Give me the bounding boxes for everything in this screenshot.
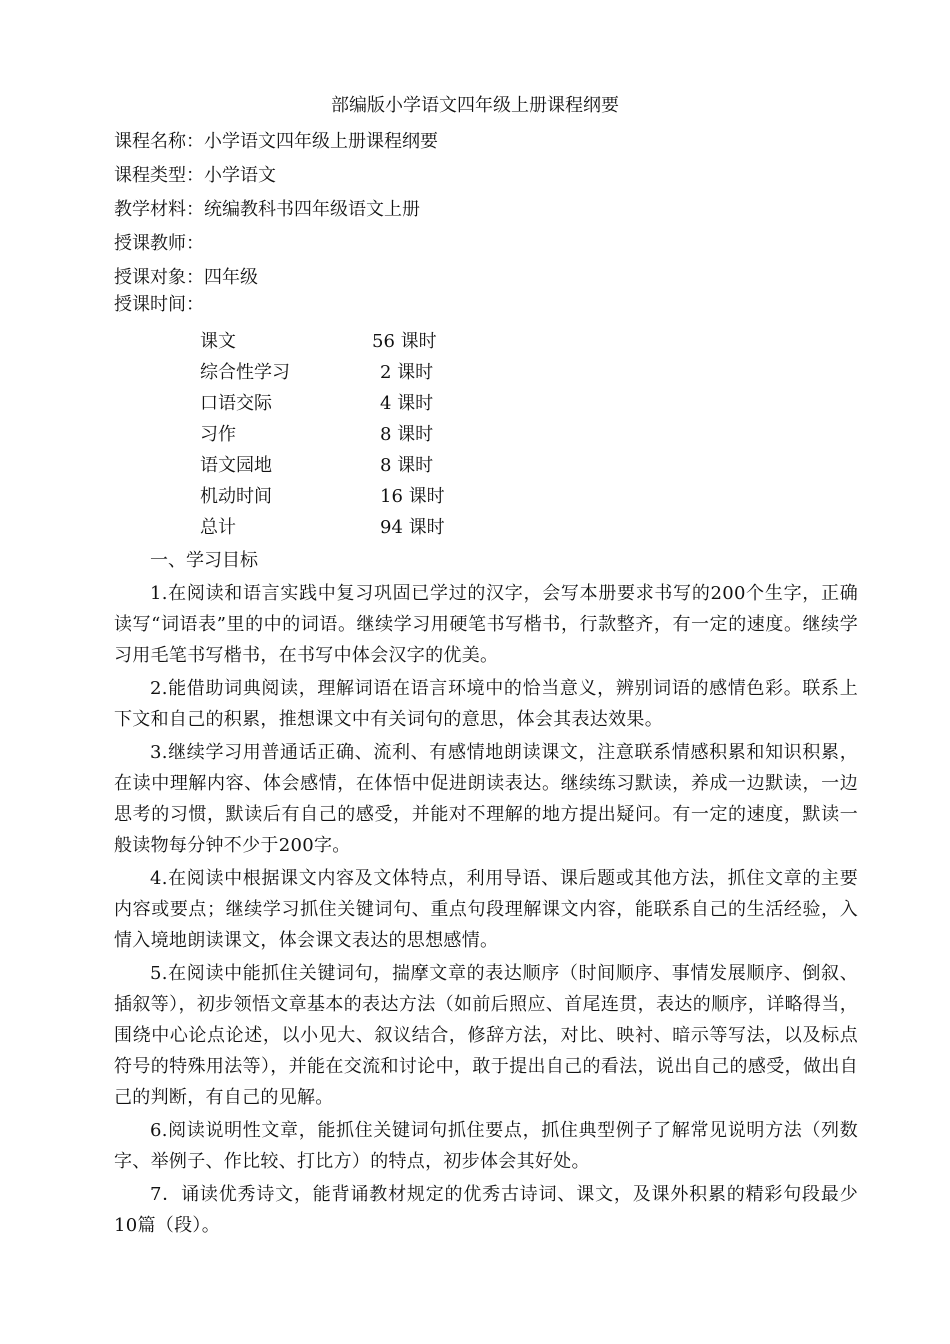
meta-teacher — [114, 229, 874, 263]
meta-materials — [114, 195, 874, 229]
meta-value: 小学语文四年级上册课程纲要 — [204, 131, 438, 152]
learning-objectives — [114, 578, 858, 1243]
meta-audience — [114, 263, 874, 290]
meta-label: 课程类型： — [114, 165, 204, 186]
document-title: 部编版小学语文四年级上册课程纲要 — [331, 95, 619, 116]
schedule-item: 总计 — [200, 517, 236, 538]
meta-value: 统编教科书四年级语文上册 — [204, 199, 420, 220]
objective-paragraph: 4.在阅读中根据课文内容及文体特点，利用导语、课后题或其他方法，抓住文章的主要内容或要点；继续学习抓住关键词句、重点句段理解课文内容，能联系自己的生活经验，入情入境地朗读课文，体会课文表达的思想感情。 — [114, 868, 858, 951]
schedule-hours: 16 课时 — [380, 486, 445, 507]
objective-paragraph: 5.在阅读中能抓住关键词句，揣摩文章的表达顺序（时间顺序、事情发展顺序、倒叙、插叙等），初步领悟文章基本的表达方法（如前后照应、首尾连贯，表达的顺序，详略得当，围绕中心论点论述，以小见大、叙议结合，修辞方法，对比、映衬、暗示等写法，以及标点符号的特殊用法等），并能在交流和讨论中，敢于提出自己的看法，说出自己的感受，做出自己的判断，有自己的见解。 — [114, 963, 858, 1108]
meta-label: 授课教师： — [114, 233, 204, 254]
schedule-hours: 2 课时 — [380, 362, 434, 383]
objective-paragraph: 1.在阅读和语言实践中复习巩固已学过的汉字，会写本册要求书写的200个生字，正确读写“词语表”里的中的词语。继续学习用硬笔书写楷书，行款整齐，有一定的速度。继续学习用毛笔书写楷书，在书写中体会汉字的优美。 — [114, 583, 858, 666]
meta-label: 课程名称： — [114, 131, 204, 152]
objective-paragraph: 3.继续学习用普通话正确、流利、有感情地朗读课文，注意联系情感积累和知识积累，在读中理解内容、体会感情，在体悟中促进朗读表达。继续练习默读，养成一边默读，一边思考的习惯，默读后有自己的感受，并能对不理解的地方提出疑问。有一定的速度，默读一般读物每分钟不少于200字。 — [114, 742, 858, 856]
schedule-hours: 4 课时 — [380, 393, 434, 414]
meta-course-name — [114, 127, 874, 161]
schedule-row — [200, 390, 600, 421]
meta-label: 教学材料： — [114, 199, 204, 220]
schedule-item: 语文园地 — [200, 455, 272, 476]
objective-paragraph: 7．诵读优秀诗文，能背诵教材规定的优秀古诗词、课文，及课外积累的精彩句段最少10篇（段）。 — [114, 1184, 858, 1236]
schedule-row — [200, 328, 600, 359]
meta-label: 授课对象： — [114, 267, 204, 288]
meta-label: 授课时间： — [114, 294, 204, 315]
meta-time — [114, 290, 874, 324]
schedule-row — [200, 452, 600, 483]
objective-paragraph: 2.能借助词典阅读，理解词语在语言环境中的恰当意义，辨别词语的感情色彩。联系上下文和自己的积累，推想课文中有关词句的意思，体会其表达效果。 — [114, 678, 858, 730]
schedule-item: 口语交际 — [200, 393, 272, 414]
schedule-item: 习作 — [200, 424, 236, 445]
schedule-row — [200, 421, 600, 452]
meta-course-type — [114, 161, 874, 195]
schedule-item: 课文 — [200, 331, 236, 352]
schedule-item: 综合性学习 — [200, 362, 290, 383]
schedule-row — [200, 514, 600, 545]
meta-value: 小学语文 — [204, 165, 276, 186]
schedule-item: 机动时间 — [200, 486, 272, 507]
objective-paragraph: 6.阅读说明性文章，能抓住关键词句抓住要点，抓住典型例子了解常见说明方法（列数字、举例子、作比较、打比方）的特点，初步体会其好处。 — [114, 1120, 858, 1172]
schedule-hours: 8 课时 — [380, 455, 434, 476]
schedule-row — [200, 483, 600, 514]
section-heading: 一、学习目标 — [150, 550, 258, 571]
hours-schedule — [200, 328, 600, 545]
schedule-row — [200, 359, 600, 390]
meta-value: 四年级 — [204, 267, 258, 288]
schedule-hours: 56 课时 — [372, 331, 437, 352]
schedule-hours: 94 课时 — [380, 517, 445, 538]
schedule-hours: 8 课时 — [380, 424, 434, 445]
course-info — [114, 127, 874, 324]
